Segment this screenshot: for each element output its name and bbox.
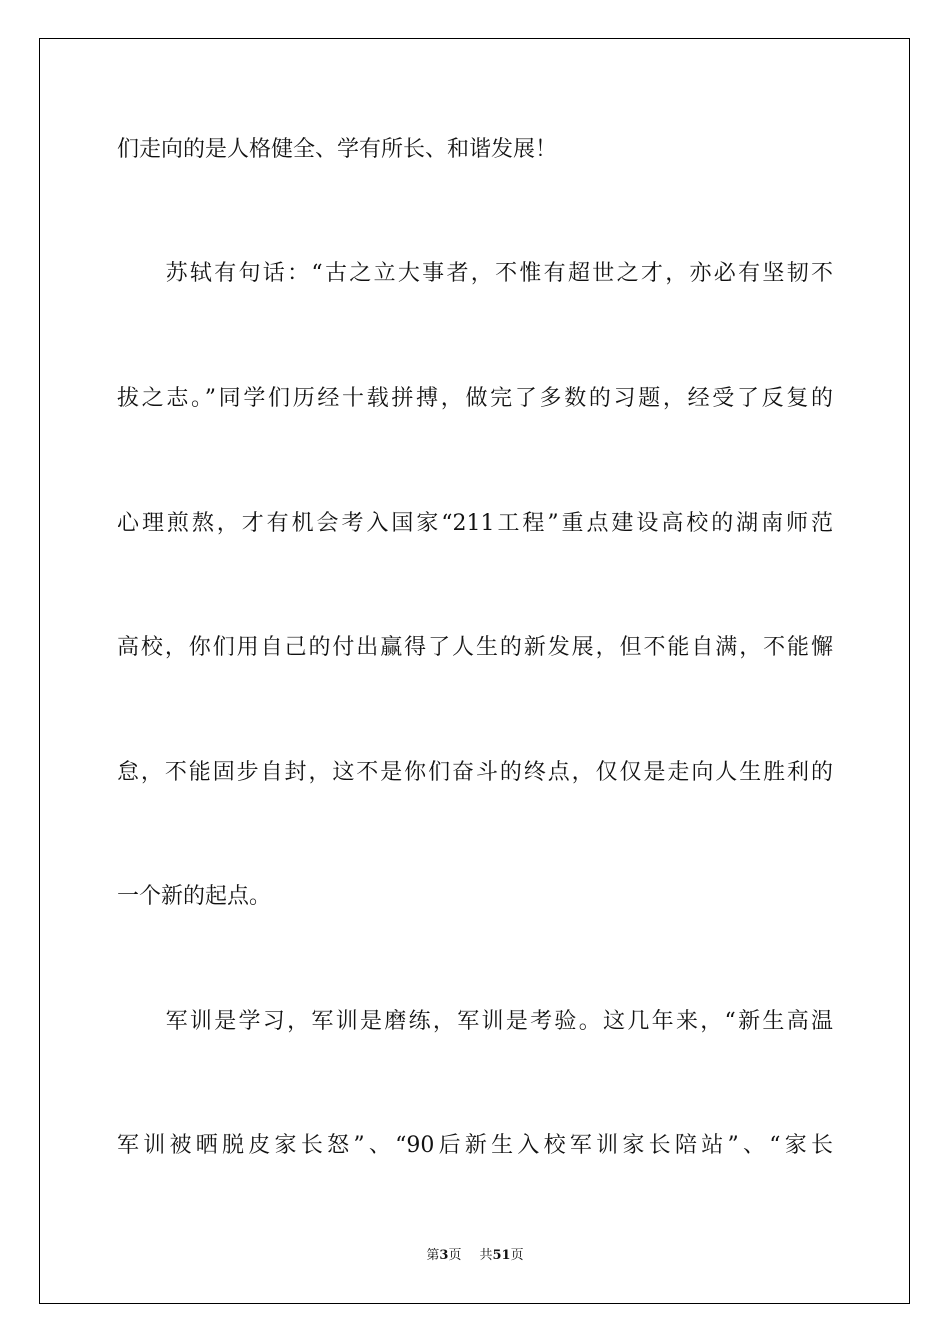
text-line-2: 苏轼有句话：“古之立大事者，不惟有超世之才，亦必有坚韧不 bbox=[117, 261, 833, 286]
text-line-9: 军训被晒脱皮家长怒”、“90后新生入校军训家长陪站”、“家长 bbox=[117, 1133, 833, 1158]
text-line-5: 高校，你们用自己的付出赢得了人生的新发展，但不能自满，不能懈 bbox=[117, 635, 833, 660]
total-pages: 51 bbox=[492, 1248, 511, 1263]
text-line-3: 拔之志。”同学们历经十载拼搏，做完了多数的习题，经受了反复的 bbox=[117, 386, 833, 411]
page-footer bbox=[0, 1247, 950, 1265]
total-prefix: 共 bbox=[479, 1248, 493, 1263]
text-line-6: 怠，不能固步自封，这不是你们奋斗的终点，仅仅是走向人生胜利的 bbox=[117, 760, 833, 785]
page-border bbox=[39, 38, 910, 1304]
page-prefix: 第 bbox=[426, 1248, 440, 1263]
page-number: 3 bbox=[439, 1248, 449, 1263]
text-line-1: 们走向的是人格健全、学有所长、和谐发展！ bbox=[117, 137, 558, 162]
page-suffix: 页 bbox=[448, 1248, 462, 1263]
text-line-8: 军训是学习，军训是磨练，军训是考验。这几年来，“新生高温 bbox=[117, 1009, 833, 1034]
text-line-4: 心理煎熬，才有机会考入国家“211工程”重点建设高校的湖南师范 bbox=[117, 511, 833, 536]
text-line-7: 一个新的起点。 bbox=[117, 884, 272, 909]
total-suffix: 页 bbox=[510, 1248, 524, 1263]
